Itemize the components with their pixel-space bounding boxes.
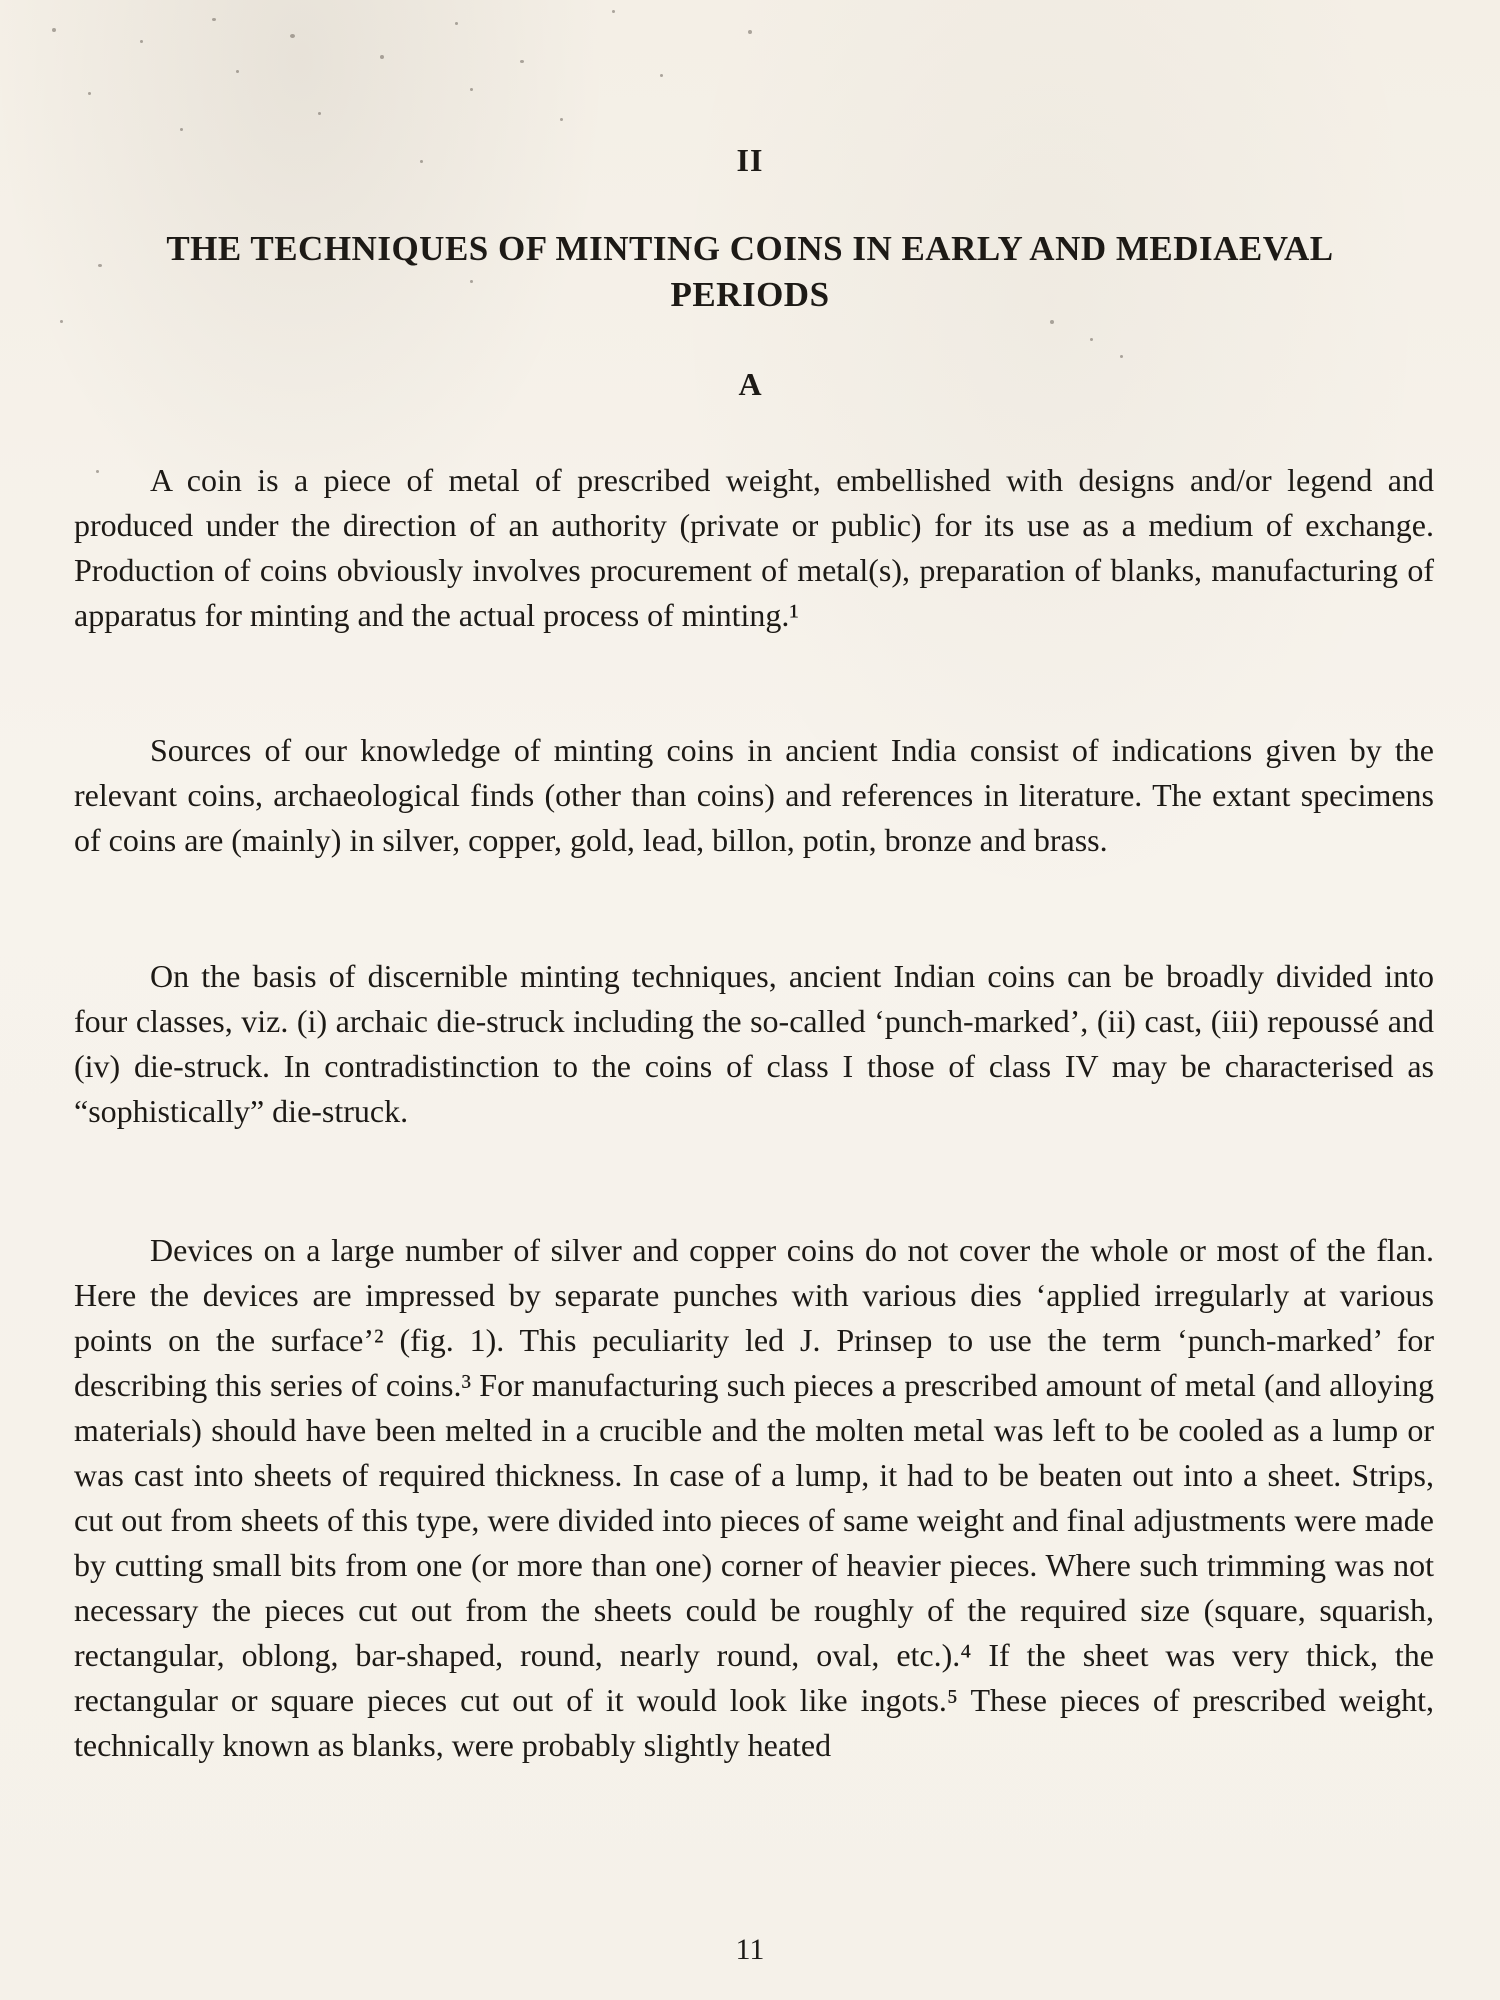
paragraph-punch-marked: Devices on a large number of silver and copper coins do not cover the whole or most of the flan. Here the devices are impressed by separate punches with various dies ‘applied irregularly at various points on the surface’² (fig. 1). This peculiarity led J. Prinsep to use the term ‘punch-marked’ for describing this series of coins.³ For manufacturing such pieces a prescribed amount of metal (and alloying materials) should have been melted in a crucible and the molten metal was left to be cooled as a lump or was cast into sheets of required thickness. In case of a lump, it had to be beaten out into a sheet. Strips, cut out from sheets of this type, were divided into pieces of same weight and final adjustments were made by cutting small bits from one (or more than one) corner of heavier pieces. Where such trimming was not necessary the pieces cut out from the sheets could be roughly of the required size (square, squarish, rectangular, oblong, bar-shaped, round, nearly round, oval, etc.).⁴ If the sheet was very thick, the rectangular or square pieces cut out of it would look like ingots.⁵ These pieces of prescribed weight, technically known as blanks, were probably slightly heated: [74, 1232, 1434, 1763]
page-number: 11: [735, 1933, 765, 1966]
paragraph-classes: On the basis of discernible minting techniques, ancient Indian coins can be broadly divided into four classes, viz. (i) archaic die-struck including the so-called ‘punch-marked’, (ii) cast, (iii) repoussé and (iv) die-struck. In contradistinction to the coins of class I those of class IV may be characterised as “sophistically” die-struck.: [74, 958, 1434, 1129]
section-heading: A: [738, 366, 762, 402]
paragraph-sources: Sources of our knowledge of minting coins in ancient India consist of indications given by the relevant coins, archaeological finds (other than coins) and references in literature. The extant specimens of coins are (mainly) in silver, copper, gold, lead, billon, potin, bronze and brass.: [74, 732, 1434, 858]
paragraph-coin-definition: A coin is a piece of metal of prescribed weight, embellished with designs and/or legend and produced under the direction of an authority (private or public) for its use as a medium of exchange. Production of coins obviously involves procurement of metal(s), preparation of blanks, manufacturing of apparatus for minting and the actual process of minting.¹: [74, 462, 1434, 633]
chapter-title: THE TECHNIQUES OF MINTING COINS IN EARLY AND MEDIAEVAL PERIODS: [166, 229, 1334, 314]
chapter-number: II: [736, 142, 764, 178]
